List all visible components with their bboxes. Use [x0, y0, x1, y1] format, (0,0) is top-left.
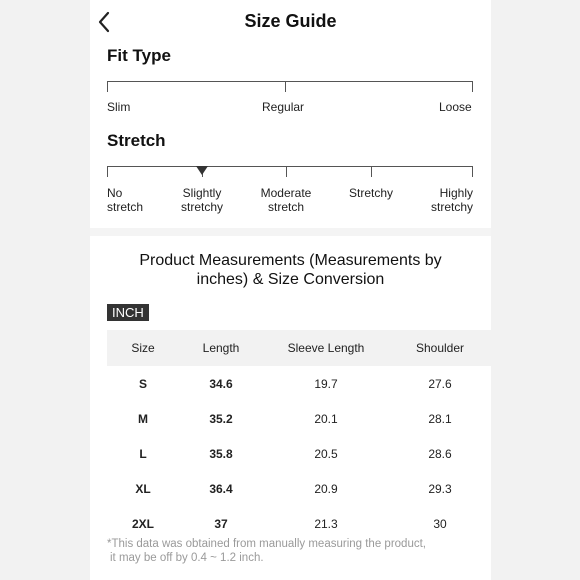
size-cell: 2XL — [131, 516, 154, 531]
stretch-selected-marker-icon — [196, 166, 208, 175]
length-cell: 34.6 — [209, 376, 233, 391]
column-header-size: Size — [107, 330, 179, 366]
shoulder-cell: 28.1 — [428, 411, 452, 426]
table-row — [107, 506, 491, 541]
fit-tick — [472, 81, 473, 92]
fit-option-loose: Loose — [439, 100, 472, 114]
length-cell: 36.4 — [209, 481, 233, 496]
fit-option-regular: Regular — [262, 100, 305, 114]
unit-badge: INCH — [107, 304, 149, 321]
table-row — [107, 436, 491, 471]
measurements-title: Product Measurements (Measurements by inches) & Size Conversion — [139, 252, 442, 288]
stretch-option-moderate-stretch: Moderate stretch — [260, 186, 312, 214]
size-cell: L — [139, 446, 147, 461]
shoulder-cell: 28.6 — [428, 446, 452, 461]
length-cell: 35.2 — [209, 411, 233, 426]
sleeve-length-cell: 19.7 — [314, 376, 338, 391]
shoulder-cell: 30 — [433, 516, 447, 531]
column-header-length: Length — [179, 330, 263, 366]
fit-scale-line — [107, 81, 473, 82]
size-cell: M — [138, 411, 148, 426]
stretch-option-stretchy: Stretchy — [348, 186, 393, 200]
stretch-tick — [107, 166, 108, 177]
table-row — [107, 471, 491, 506]
size-guide-screen — [90, 0, 491, 580]
table-row — [107, 366, 491, 401]
sleeve-length-cell: 20.5 — [314, 446, 338, 461]
column-header-sleeve-length: Sleeve Length — [263, 330, 389, 366]
stretch-option-highly-stretchy: Highly stretchy — [430, 186, 473, 214]
table-row — [107, 401, 491, 436]
fit-tick — [107, 81, 108, 92]
sleeve-length-cell: 21.3 — [314, 516, 338, 531]
stretch-title: Stretch — [107, 131, 166, 150]
size-cell: XL — [135, 481, 151, 496]
top-bar — [90, 0, 491, 44]
shoulder-cell: 27.6 — [428, 376, 452, 391]
table-header-row — [107, 330, 491, 366]
stretch-option-slightly-stretchy: Slightly stretchy — [180, 186, 223, 214]
fit-type-title: Fit Type — [107, 46, 171, 65]
size-cell: S — [138, 376, 147, 391]
fit-option-slim: Slim — [107, 100, 131, 114]
length-cell: 35.8 — [209, 446, 233, 461]
measurements-table — [107, 330, 491, 541]
page-title: Size Guide — [244, 11, 337, 31]
sleeve-length-cell: 20.1 — [314, 411, 338, 426]
stretch-scale-line — [107, 166, 473, 167]
section-divider — [90, 228, 491, 236]
length-cell: 37 — [214, 516, 228, 531]
stretch-tick — [472, 166, 473, 177]
stretch-tick — [286, 166, 287, 177]
stretch-option-no-stretch: No stretch — [107, 186, 144, 214]
sleeve-length-cell: 20.9 — [314, 481, 338, 496]
column-header-shoulder: Shoulder — [389, 330, 491, 366]
shoulder-cell: 29.3 — [428, 481, 452, 496]
fit-tick — [285, 81, 286, 92]
measurement-note: *This data was obtained from manually measuring the product, it may be off by 0.4 ~ 1.2 inch. — [107, 538, 426, 564]
stretch-tick — [371, 166, 372, 177]
